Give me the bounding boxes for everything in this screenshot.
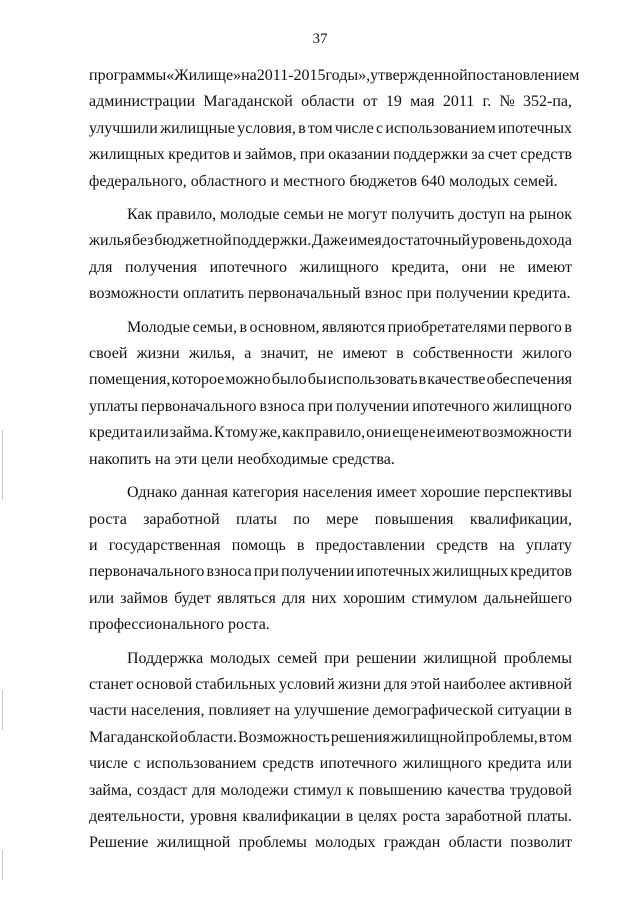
word: качества: [446, 781, 506, 799]
word: станет: [89, 675, 134, 693]
word: кредитов: [510, 563, 572, 581]
text-line: [89, 315, 572, 341]
word: целях: [358, 807, 398, 825]
word: повышения: [374, 510, 454, 528]
word: приобретателями: [387, 318, 507, 336]
paragraph-2: [89, 202, 572, 308]
word: качестве: [427, 371, 486, 389]
word: постановлением: [467, 67, 580, 84]
word: без: [131, 232, 154, 250]
word: не: [419, 424, 436, 442]
paragraph-5: [89, 646, 572, 857]
text-line: [89, 751, 572, 777]
word: получении: [281, 563, 355, 581]
word: категория: [232, 484, 299, 502]
word: 2011-2015: [256, 67, 326, 84]
word: Магаданской: [203, 93, 293, 111]
word: Даже: [311, 232, 348, 250]
text-line: [89, 507, 572, 533]
text-line: [89, 367, 572, 393]
word: стимул: [293, 781, 342, 799]
word: населения,: [130, 702, 205, 720]
word: молодых: [210, 649, 271, 667]
word: при: [324, 649, 350, 667]
word: займа.: [169, 424, 213, 442]
word: квалификации,: [469, 510, 572, 528]
scan-edge-mark: [2, 430, 3, 500]
word: проблемы: [238, 834, 307, 852]
word: и: [233, 146, 242, 164]
word: Поддержка: [127, 649, 204, 667]
text-line: [89, 672, 572, 698]
word: ипотечных: [498, 119, 572, 137]
word: молодых: [315, 834, 376, 852]
word: ипотечных: [356, 563, 431, 581]
word: части: [89, 702, 127, 720]
text-line: [89, 420, 572, 446]
word: не: [499, 258, 515, 276]
word: они: [461, 258, 487, 276]
word: решении: [356, 649, 417, 667]
word: использованием: [146, 755, 257, 773]
word: решения: [330, 728, 390, 746]
word: будет: [174, 589, 211, 607]
word: улучшили: [89, 119, 158, 137]
text-line: [89, 804, 572, 830]
word: деятельности,: [89, 807, 185, 825]
word: программы: [89, 67, 167, 84]
word: них: [311, 589, 337, 607]
word: собственности: [412, 345, 513, 363]
word: трудовой: [509, 781, 572, 799]
word: в: [239, 318, 247, 336]
word: использованием: [385, 119, 496, 137]
text-line: [89, 116, 572, 142]
word: уплату: [525, 536, 572, 554]
word: тому: [225, 424, 259, 442]
word: Возможность: [237, 728, 330, 746]
word: правило,: [305, 424, 366, 442]
word: 352-па,: [523, 93, 572, 111]
document-body: [89, 63, 580, 857]
text-line: [89, 63, 580, 89]
text-line: [89, 255, 572, 281]
word: ипотечного: [209, 258, 287, 276]
word: г.: [482, 93, 492, 111]
word: еще: [392, 424, 419, 442]
word: жилья: [89, 232, 132, 250]
word: том: [307, 119, 333, 137]
word: семьи,: [192, 318, 237, 336]
word: получения: [125, 258, 198, 276]
word: взноса: [259, 397, 305, 415]
word: жилого: [522, 345, 572, 363]
word: имеют: [342, 345, 387, 363]
word: демографической: [373, 702, 494, 720]
text-line: профессионального роста.: [89, 616, 270, 634]
word: средств: [436, 536, 488, 554]
word: оказании: [328, 146, 390, 164]
word: жилищной: [156, 834, 231, 852]
word: или: [143, 424, 169, 442]
word: доступ: [458, 206, 506, 224]
text-line: [89, 202, 572, 228]
word: средств: [520, 146, 572, 164]
word: в: [564, 702, 572, 720]
word: как: [282, 424, 305, 442]
word: средств: [262, 755, 314, 773]
word: помещения,: [89, 371, 171, 389]
word: жилищных: [432, 563, 509, 581]
text-line: федерального, областного и местного бюджетов 640 молодых семей.: [89, 172, 558, 190]
word: годы»,: [325, 67, 371, 84]
word: платы.: [526, 807, 572, 825]
word: значит,: [260, 345, 309, 363]
scan-edge-mark: [2, 850, 3, 880]
word: обеспечения: [486, 371, 572, 389]
word: кредита,: [391, 258, 449, 276]
word: хорошим: [342, 589, 406, 607]
word: этой: [410, 675, 441, 693]
word: первого: [508, 318, 562, 336]
word: области.: [179, 728, 237, 746]
word: области: [448, 834, 503, 852]
text-line: [89, 89, 572, 115]
word: поддержки.: [232, 232, 312, 250]
word: для: [281, 589, 306, 607]
word: использовать: [327, 371, 418, 389]
word: улучшение: [294, 702, 370, 720]
word: населения: [302, 484, 373, 502]
text-line: [89, 778, 572, 804]
word: наиболее: [443, 675, 507, 693]
word: являться: [217, 589, 276, 607]
word: было: [271, 371, 307, 389]
word: счет: [488, 146, 517, 164]
word: кредита: [89, 424, 143, 442]
word: платы: [235, 510, 277, 528]
text-line: [89, 341, 572, 367]
word: повышению: [358, 781, 443, 799]
word: кредитов: [168, 146, 230, 164]
word: по: [293, 510, 310, 528]
word: дохода: [526, 232, 572, 250]
word: жилищной: [390, 728, 465, 746]
word: 2011: [442, 93, 475, 111]
word: области: [301, 93, 355, 111]
word: том: [547, 728, 572, 746]
word: имеют: [527, 258, 572, 276]
word: получении: [336, 397, 410, 415]
text-line: [89, 480, 572, 506]
word: активной: [509, 675, 572, 693]
word: условия,: [237, 119, 296, 137]
paragraph-1: [89, 63, 580, 195]
word: бы: [307, 371, 327, 389]
word: числе: [334, 119, 374, 137]
text-line: возможности оплатить первоначальный взнос при получении кредита.: [89, 285, 571, 303]
word: уровень: [470, 232, 526, 250]
word: же,: [259, 424, 282, 442]
word: уровня: [189, 807, 238, 825]
word: семей: [277, 649, 318, 667]
word: на: [509, 206, 525, 224]
word: могут: [347, 206, 388, 224]
word: ситуации: [497, 702, 561, 720]
word: от: [362, 93, 378, 111]
word: при: [299, 146, 325, 164]
text-line: [89, 698, 572, 724]
word: уплаты: [89, 397, 138, 415]
word: данная: [181, 484, 229, 502]
word: администрации: [89, 93, 196, 111]
word: жилищных: [89, 146, 165, 164]
word: Как: [127, 206, 153, 224]
word: к: [346, 781, 355, 799]
word: на: [274, 702, 291, 720]
word: в: [418, 371, 427, 389]
text-line: [89, 533, 572, 559]
text-line: [89, 559, 572, 585]
word: роста: [89, 510, 127, 528]
word: поддержки: [393, 146, 469, 164]
word: молодежи: [220, 781, 289, 799]
word: квалификации: [242, 807, 341, 825]
word: или: [89, 589, 115, 607]
word: имеет: [376, 484, 417, 502]
word: ипотечного: [412, 397, 490, 415]
word: можно: [225, 371, 271, 389]
word: достаточный: [382, 232, 471, 250]
word: семьи: [283, 206, 324, 224]
word: жилищной: [423, 649, 497, 667]
word: хорошие: [420, 484, 480, 502]
word: в: [298, 119, 306, 137]
word: ипотечного: [319, 755, 398, 773]
word: которое: [171, 371, 225, 389]
text-line: [89, 646, 572, 672]
paragraph-4: [89, 480, 572, 638]
page-number: 37: [312, 31, 328, 47]
scan-edge-mark: [2, 690, 3, 730]
word: в: [564, 318, 572, 336]
word: жилищные: [160, 119, 235, 137]
word: №: [499, 93, 515, 111]
word: займов: [120, 589, 168, 607]
word: стабильных: [195, 675, 276, 693]
word: или: [546, 755, 572, 773]
word: помощь: [231, 536, 286, 554]
word: и: [89, 536, 98, 554]
word: утвержденной: [370, 67, 468, 84]
text-line: [89, 142, 572, 168]
word: займа,: [89, 781, 133, 799]
word: не: [317, 345, 334, 363]
word: в: [345, 807, 354, 825]
word: для: [89, 258, 113, 276]
word: кредита: [487, 755, 542, 773]
word: с: [375, 119, 384, 137]
word: жилья,: [188, 345, 236, 363]
word: дальнейшего: [483, 589, 572, 607]
word: жилищного: [299, 258, 379, 276]
word: жилищного: [402, 755, 482, 773]
word: Решение: [89, 834, 149, 852]
word: имеют: [436, 424, 481, 442]
word: в: [538, 728, 547, 746]
text-line: [89, 586, 572, 612]
word: правило,: [156, 206, 217, 224]
word: получить: [391, 206, 455, 224]
word: бюджетной: [154, 232, 232, 250]
word: при: [253, 563, 279, 581]
word: для: [383, 675, 408, 693]
word: с: [133, 755, 141, 773]
paragraph-3: [89, 315, 572, 473]
word: условий: [278, 675, 335, 693]
word: они: [366, 424, 392, 442]
word: первоначального: [141, 397, 257, 415]
word: основном,: [249, 318, 320, 336]
word: молодые: [220, 206, 280, 224]
word: в: [296, 536, 305, 554]
word: проблемы: [503, 649, 572, 667]
word: жизни: [136, 345, 180, 363]
word: 19: [385, 93, 402, 111]
word: перспективы: [484, 484, 572, 502]
word: стимулом: [411, 589, 478, 607]
word: своей: [89, 345, 128, 363]
word: для: [192, 781, 216, 799]
word: предоставлении: [315, 536, 426, 554]
word: Магаданской: [89, 728, 179, 746]
word: на: [499, 536, 515, 554]
word: а: [244, 345, 252, 363]
word: позволит: [510, 834, 572, 852]
word: Однако: [127, 484, 178, 502]
word: граждан: [383, 834, 441, 852]
word: проблемы,: [465, 728, 538, 746]
word: рынок: [528, 206, 572, 224]
word: К: [213, 424, 225, 442]
word: займов,: [244, 146, 297, 164]
word: основой: [136, 675, 193, 693]
word: мая: [410, 93, 435, 111]
word: мере: [326, 510, 359, 528]
word: в: [396, 345, 404, 363]
word: государственная: [108, 536, 221, 554]
text-line: [89, 228, 572, 254]
text-line: [89, 394, 572, 420]
word: создаст: [136, 781, 188, 799]
word: имея: [348, 232, 382, 250]
word: роста: [402, 807, 441, 825]
text-line: [89, 830, 572, 856]
word: являются: [321, 318, 386, 336]
text-line: [89, 725, 572, 751]
word: повлияет: [208, 702, 271, 720]
word: числе: [89, 755, 128, 773]
word: Молодые: [127, 318, 191, 336]
word: на: [241, 67, 257, 84]
text-line: накопить на эти цели необходимые средства.: [89, 450, 395, 468]
word: жилищного: [492, 397, 572, 415]
word: при: [307, 397, 333, 415]
word: возможности: [481, 424, 572, 442]
word: за: [471, 146, 485, 164]
word: не: [327, 206, 344, 224]
word: заработной: [445, 807, 522, 825]
word: взноса: [206, 563, 252, 581]
word: первоначального: [89, 563, 205, 581]
word: заработной: [143, 510, 220, 528]
word: жизни: [337, 675, 381, 693]
word: «Жилище»: [166, 67, 242, 84]
